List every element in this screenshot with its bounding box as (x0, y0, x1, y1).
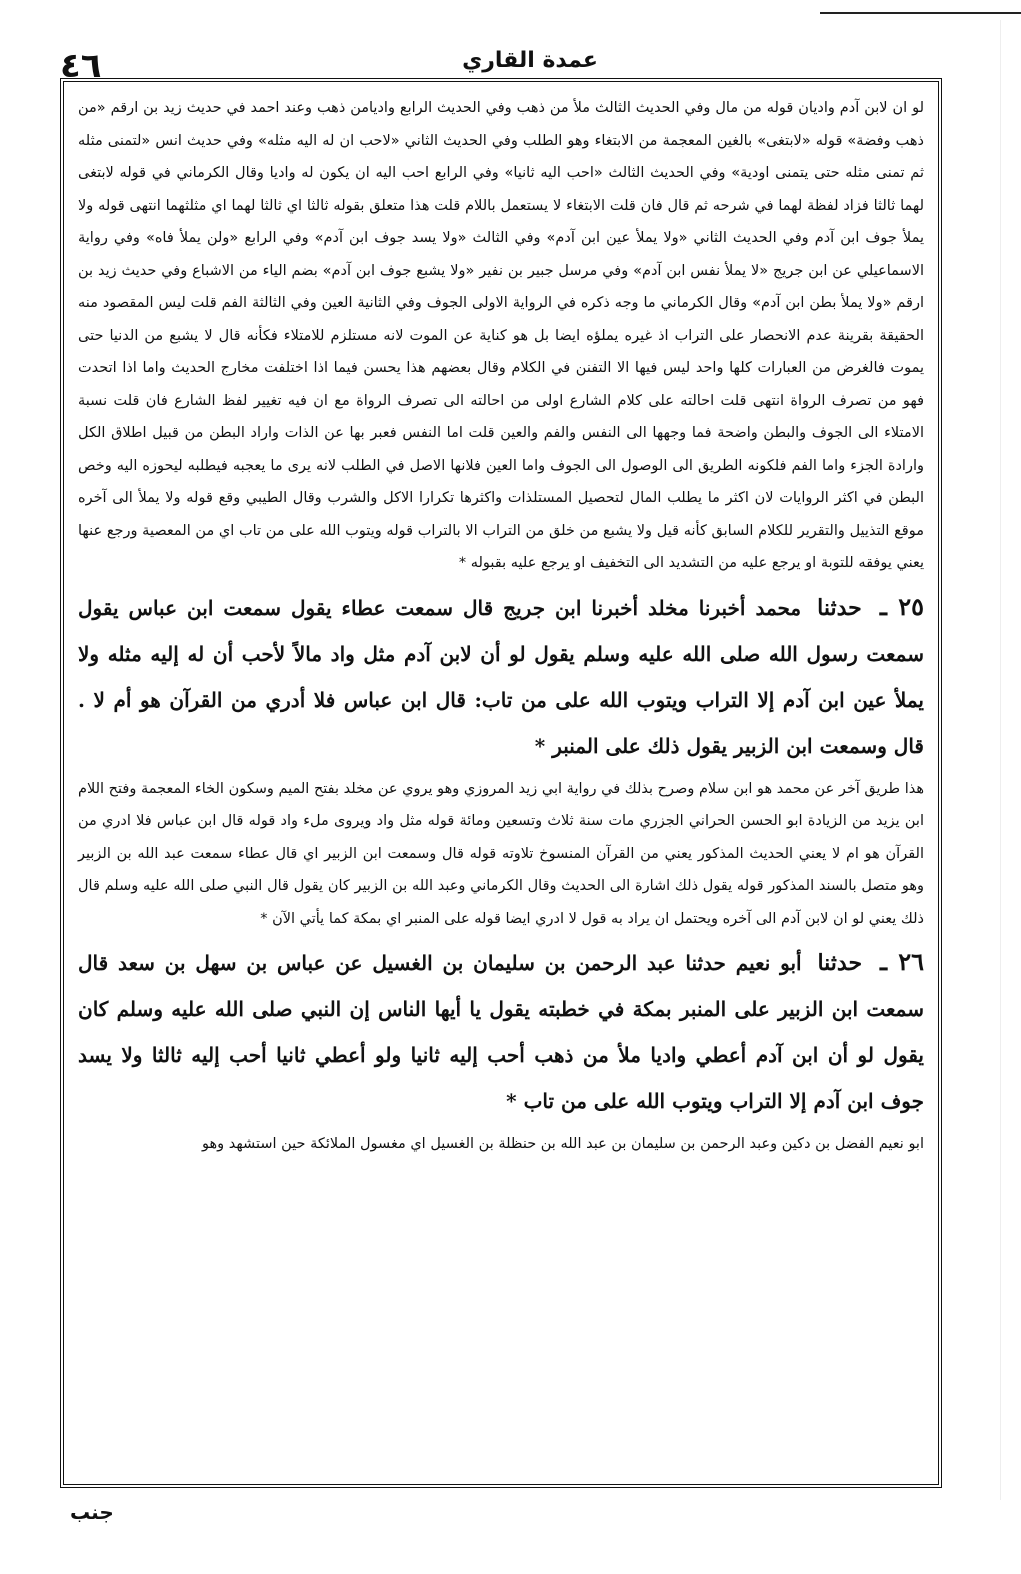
hadith-number: ٢٥ ـ (879, 591, 925, 621)
page-number: ٤٦ (60, 46, 102, 86)
top-rule (820, 12, 1021, 14)
commentary-block-2: هذا طريق آخر عن محمد هو ابن سلام وصرح بذلك في رواية ابي زيد المروزي وهو يروي عن مخلد بفتح الميم وسكون الخاء المعجمة وفتح اللام ابن يزيد من الزيادة ابو الحسن الحراني الجزري مات سنة ثلاث وتسعين ومائة قوله مثل واد ويروى مل‌ء واد قوله قال ابن عباس فلا ادري من القرآن هو ام لا يعني الحديث المذكور يعني من القرآن المنسوخ تلاوته قوله قال وسمعت ابن الزبير اي قال عطاء سمعت عبد الله بن الزبير وهو متصل بالسند المذكور قوله يقول ذلك اشارة الى الحديث وقال الكرماني وعبد الله بن الزبير كان يقول قال النبي صلى الله عليه وسلم قال ذلك يعني لو ان لابن آدم الى آخره ويحتمل ان يراد به قول لا ادري ايضا قوله على المنبر اي بمكة كما يأتي الآن * (78, 780, 924, 927)
text-frame (60, 78, 942, 1488)
hadith-25 (78, 584, 924, 769)
running-title: عمدة القاري (462, 48, 598, 73)
catchword: جنب (70, 1500, 114, 1524)
hadith-26 (78, 939, 924, 1124)
hadith-text: محمد أخبرنا مخلد أخبرنا ابن جريج قال سمعت عطاء يقول سمعت ابن عباس يقول سمعت رسول الله صلى الله عليه وسلم يقول لو أن لابن آدم مثل واد مالاً لأحب أن له إليه مثله ولا يملأ عين ابن آدم إلا التراب ويتوب الله على من تاب: قال ابن عباس فلا أدري من القرآن هو أم لا . قال وسمعت ابن الزبير يقول ذلك على المنبر * (78, 595, 924, 758)
page-edge (1000, 20, 1001, 1500)
commentary-block-3: ابو نعيم الفضل بن دكين وعبد الرحمن بن سليمان بن عبد الله بن حنظلة بن الغسيل اي مغسول الملائكة حين استشهد وهو (201, 1136, 924, 1152)
hadith-opening: حدثنا (817, 594, 862, 621)
hadith-text: أبو نعيم حدثنا عبد الرحمن بن سليمان بن الغسيل عن عباس بن سهل بن سعد قال سمعت ابن الزبير على المنبر بمكة في خطبته يقول يا أيها الناس إن النبي صلى الله عليه وسلم كان يقول لو أن ابن آدم أعطي واديا ملأ من ذهب أحب إليه ثانيا ولو أعطي ثانيا أحب إليه ثالثا ولا يسد جوف ابن آدم إلا التراب ويتوب الله على من تاب * (78, 951, 924, 1113)
page-header (60, 46, 940, 86)
hadith-opening: حدثنا (817, 950, 863, 976)
hadith-number: ٢٦ ـ (879, 947, 924, 976)
commentary-block-1: لو ان لابن آدم واديان قوله من مال وفي الحديث الثالث ملأ من ذهب وفي الحديث الرابع واديامن ذهب وعند احمد في حديث زيد بن ارقم «من ذهب وفضة» قوله «لابتغى» بالغين المعجمة من الابتغاء وهو الطلب وفي الحديث الثاني «لاحب ان له اليه مثله» وفي حديث انس «لتمنى مثله ثم تمنى مثله حتى يتمنى اودية» وفي الحديث الثالث «احب اليه ثانيا» وفي الرابع احب اليه ان يكون له واديا وقال الكرماني في قوله لابتغى لهما ثالثا فزاد لفظة لهما في شرحه ثم قال فان قلت الابتغاء لا يستعمل باللام قلت هذا متعلق بقوله ثالثا اي ثالثا لهما اي مثلثهما انتهى قوله ولا يملأ جوف ابن آدم وفي الحديث الثاني «ولا يملأ عين ابن آدم» وفي الثالث «ولا يسد جوف ابن آدم» وفي الرابع «ولن يملأ فاه» وفي رواية الاسماعيلي عن ابن جريج «لا يملأ نفس ابن آدم» وفي مرسل جبير بن نفير «ولا يشبع جوف ابن آدم» بضم الياء من الاشباع وفي حديث زيد بن ارقم «ولا يملأ بطن ابن آدم» وقال الكرماني ما وجه ذكره في الرواية الاولى الجوف وفي الثانية العين وفي الثالثة الفم قلت ليس المقصود منه الحقيقة بقرينة عدم الانحصار على التراب اذ غيره يملؤه ايضا بل هو كناية عن الموت لانه مستلزم للامتلاء فكأنه قال لا يشبع من الدنيا حتى يموت فالغرض من العبارات كلها واحد ليس فيها الا التفنن في الكلام وقال بعضهم هذا يحسن فيما اذا اختلفت مخارج الحديث واما اذا اتحدت فهو من تصرف الرواة انتهى قلت احالته على كلام الشارع اولى من احالته الى تصرف الرواة مع ان فيه تغيير لفظ الشارع فان قلت نسبة الامتلاء الى الجوف والبطن واضحة فما وجهها الى النفس والفم والعين قلت اما النفس فعبر بها عن الذات واراد البطن من قبيل اطلاق الكل وارادة الجزء واما الفم فلكونه الطريق الى الوصول الى الجوف واما العين فلانها الاصل في الطلب لانه يرى ما يعجبه فيطلبه ليحوزه اليه وخص البطن في اكثر الروايات لان اكثر ما يطلب المال لتحصيل المستلذات واكثرها تكرارا الاكل والشرب وقال الطيبي وقع قوله ولا يملأ الى آخره موقع التذييل والتقرير للكلام السابق كأنه قيل ولا يشبع من خلق من التراب الا بالتراب قوله ويتوب الله على من تاب اي من المعصية ورجع عنها يعني يوفقه للتوبة او يرجع عليه من التشديد الى التخفيف او يرجع عليه بقبوله * (78, 100, 924, 571)
